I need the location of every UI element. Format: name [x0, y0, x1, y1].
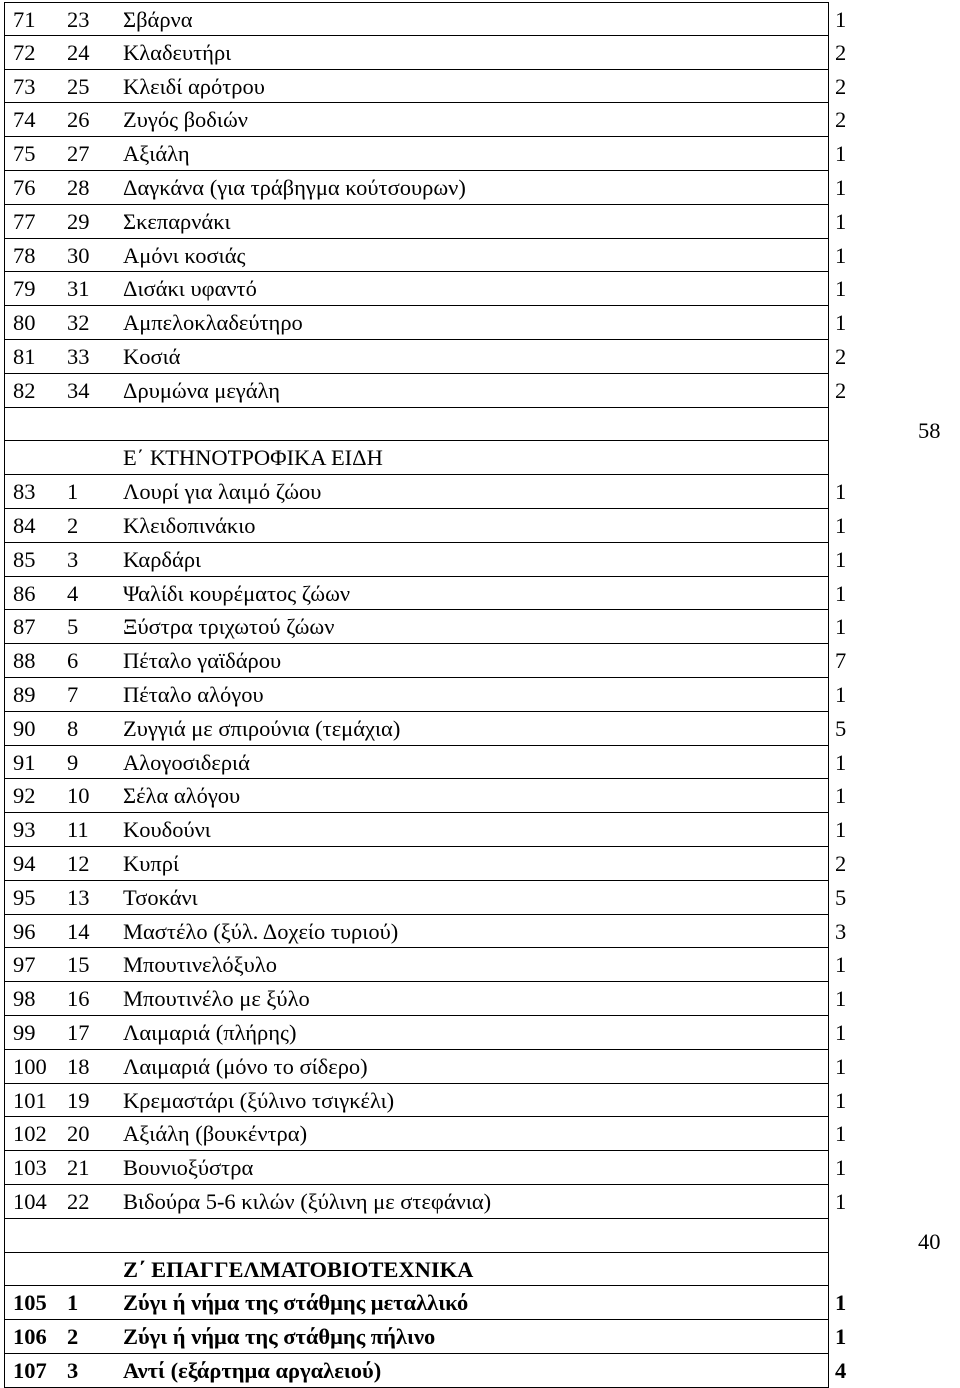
- table-row: [4, 1286, 847, 1320]
- sub-number: 24: [67, 39, 90, 65]
- sub-number: 1: [67, 479, 79, 505]
- item-quantity: 1: [835, 1324, 847, 1350]
- item-quantity: 1: [835, 682, 847, 707]
- item-name: Σέλα αλόγου: [123, 783, 241, 809]
- item-number: 78: [13, 242, 36, 268]
- table-row: [4, 239, 847, 273]
- table-row: [4, 475, 847, 509]
- item-number: 77: [13, 208, 36, 234]
- item-quantity: 1: [835, 1290, 847, 1316]
- item-name: Δρυμώνα μεγάλη: [123, 377, 281, 403]
- table-row: [4, 1016, 847, 1050]
- item-number: 75: [13, 141, 36, 167]
- sub-number: 14: [67, 918, 90, 944]
- item-name: Ζύγι ή νήμα της στάθμης πήλινο: [123, 1324, 436, 1350]
- item-name: Κυπρί: [123, 851, 180, 876]
- item-number: 96: [13, 918, 36, 944]
- item-number: 85: [13, 546, 36, 572]
- sub-number: 15: [67, 952, 90, 978]
- item-name: Αλογοσιδεριά: [123, 749, 250, 775]
- item-quantity: 1: [835, 1087, 847, 1113]
- item-number: 102: [13, 1121, 47, 1147]
- item-name: Τσοκάνι: [123, 884, 198, 910]
- table-row: [4, 915, 847, 949]
- item-name: Αξιάλη (βουκέντρα): [123, 1121, 308, 1147]
- sub-number: 22: [67, 1189, 90, 1214]
- sub-number: 26: [67, 107, 90, 133]
- item-name: Αντί (εξάρτημα αργαλειού): [123, 1358, 382, 1383]
- sub-number: 25: [67, 73, 90, 99]
- item-quantity: 1: [835, 614, 847, 640]
- table-row: [4, 678, 847, 712]
- sub-number: 9: [67, 749, 79, 775]
- section-total: 58: [918, 417, 941, 443]
- item-number: 107: [13, 1358, 47, 1383]
- item-number: 101: [13, 1087, 47, 1113]
- sub-number: 23: [67, 7, 90, 32]
- table-row: [4, 746, 847, 780]
- item-number: 88: [13, 648, 36, 674]
- table-row: [4, 712, 847, 746]
- item-quantity: 1: [835, 1189, 847, 1214]
- item-quantity: 2: [835, 73, 847, 99]
- item-number: 76: [13, 175, 36, 200]
- table-row: [4, 779, 847, 813]
- item-quantity: 1: [835, 1155, 847, 1181]
- table-row: [4, 272, 847, 306]
- item-number: 95: [13, 884, 36, 910]
- table-row: [4, 1219, 829, 1253]
- item-quantity: 1: [835, 513, 847, 538]
- item-number: 90: [13, 715, 36, 741]
- item-name: Βουνιοξύστρα: [123, 1155, 254, 1181]
- item-quantity: 1: [835, 1121, 847, 1147]
- item-name: Ζυγός βοδιών: [123, 107, 248, 133]
- item-number: 86: [13, 580, 36, 606]
- item-name: Κοσιά: [123, 344, 181, 369]
- item-quantity: 1: [835, 580, 847, 606]
- item-quantity: 1: [835, 141, 847, 167]
- item-name: Βιδούρα 5-6 κιλών (ξύλινη με στεφάνια): [123, 1189, 492, 1214]
- item-name: Αμόνι κοσιάς: [123, 242, 246, 268]
- section-header-row: [4, 1253, 829, 1287]
- table-row: [4, 881, 847, 915]
- item-number: 82: [13, 377, 36, 403]
- sub-number: 20: [67, 1121, 90, 1147]
- item-number: 73: [13, 73, 36, 99]
- item-quantity: 4: [835, 1358, 847, 1383]
- sub-number: 28: [67, 175, 90, 200]
- table-row: [4, 644, 847, 678]
- item-number: 100: [13, 1053, 47, 1079]
- sub-number: 12: [67, 851, 90, 876]
- sub-number: 7: [67, 682, 79, 707]
- item-name: Σβάρνα: [123, 7, 193, 32]
- item-name: Ψαλίδι κουρέματος ζώων: [123, 580, 351, 606]
- item-name: Πέταλο γαϊδάρου: [123, 648, 282, 674]
- sub-number: 18: [67, 1053, 90, 1079]
- item-name: Λαιμαριά (μόνο το σίδερο): [123, 1053, 368, 1079]
- item-number: 93: [13, 817, 36, 843]
- table-row: [4, 1151, 847, 1185]
- item-name: Καρδάρι: [123, 546, 202, 572]
- table-row: [4, 610, 847, 644]
- sub-number: 2: [67, 513, 79, 538]
- item-quantity: 1: [835, 1053, 847, 1079]
- sub-number: 30: [67, 242, 90, 268]
- sub-number: 34: [67, 377, 90, 403]
- item-quantity: 1: [835, 208, 847, 234]
- item-name: Ζ΄ ΕΠΑΓΓΕΛΜΑΤΟΒΙΟΤΕΧΝΙΚΑ: [123, 1256, 474, 1282]
- item-number: 103: [13, 1155, 47, 1181]
- item-name: Αξιάλη: [123, 141, 190, 167]
- sub-number: 17: [67, 1020, 90, 1045]
- section-header-row: [4, 441, 829, 475]
- sub-number: 29: [67, 208, 90, 234]
- item-name: Κλειδί αρότρου: [123, 73, 265, 99]
- table-row: [4, 70, 847, 104]
- item-number: 91: [13, 749, 36, 775]
- table-row: [4, 543, 847, 577]
- item-number: 106: [13, 1324, 47, 1350]
- table-row: [4, 137, 847, 171]
- item-name: Μπουτινελόξυλο: [123, 952, 277, 978]
- table-row: [4, 306, 847, 340]
- item-number: 80: [13, 310, 36, 336]
- item-quantity: 3: [835, 918, 847, 944]
- item-name: Λαιμαριά (πλήρης): [123, 1020, 297, 1045]
- sub-number: 27: [67, 141, 90, 167]
- item-number: 87: [13, 614, 36, 640]
- item-quantity: 5: [835, 715, 847, 741]
- item-quantity: 1: [835, 1020, 847, 1045]
- table-row: [4, 1185, 847, 1219]
- item-name: Ζύγι ή νήμα της στάθμης μεταλλικό: [123, 1290, 469, 1316]
- item-quantity: 2: [835, 107, 847, 133]
- sub-number: 5: [67, 614, 79, 640]
- item-number: 104: [13, 1189, 47, 1214]
- item-number: 81: [13, 344, 36, 369]
- item-quantity: 2: [835, 344, 847, 369]
- item-quantity: 1: [835, 986, 847, 1012]
- item-name: Μπουτινέλο με ξύλο: [123, 986, 310, 1012]
- table-row: [4, 509, 847, 543]
- item-name: Ε΄ ΚΤΗΝΟΤΡΟΦΙΚΑ ΕΙΔΗ: [123, 445, 383, 471]
- table-row: [4, 374, 847, 408]
- item-name: Πέταλο αλόγου: [123, 682, 264, 707]
- item-name: Ζυγγιά με σπιρούνια (τεμάχια): [123, 715, 401, 741]
- item-number: 71: [13, 7, 36, 32]
- sub-number: 31: [67, 276, 90, 302]
- table-row: [4, 205, 847, 239]
- sub-number: 13: [67, 884, 90, 910]
- sub-number: 3: [67, 1358, 79, 1383]
- table-row: [4, 982, 847, 1016]
- item-quantity: 1: [835, 749, 847, 775]
- item-number: 99: [13, 1020, 36, 1045]
- item-number: 74: [13, 107, 36, 133]
- sub-number: 10: [67, 783, 90, 809]
- item-name: Σκεπαρνάκι: [123, 208, 231, 234]
- sub-number: 21: [67, 1155, 90, 1181]
- table-row: [4, 813, 847, 847]
- item-number: 72: [13, 39, 36, 65]
- table-row: [4, 408, 829, 442]
- item-number: 98: [13, 986, 36, 1012]
- item-quantity: 1: [835, 952, 847, 978]
- item-name: Μαστέλο (ξύλ. Δοχείο τυριού): [123, 918, 399, 944]
- item-name: Κουδούνι: [123, 817, 211, 843]
- item-quantity: 5: [835, 884, 847, 910]
- item-number: 84: [13, 513, 36, 538]
- item-name: Αμπελοκλαδεύτηρο: [123, 310, 303, 336]
- item-quantity: 2: [835, 39, 847, 65]
- sub-number: 6: [67, 648, 79, 674]
- sub-number: 33: [67, 344, 90, 369]
- item-number: 89: [13, 682, 36, 707]
- table-row: [4, 1084, 847, 1118]
- table-row: [4, 1117, 847, 1151]
- item-name: Κλαδευτήρι: [123, 39, 232, 65]
- sub-number: 1: [67, 1290, 79, 1316]
- sub-number: 11: [67, 817, 89, 843]
- item-quantity: 1: [835, 479, 847, 505]
- table-row: [4, 103, 847, 137]
- item-quantity: 1: [835, 310, 847, 336]
- item-quantity: 2: [835, 377, 847, 403]
- item-name: Ξύστρα τριχωτού ζώων: [123, 614, 335, 640]
- table-row: [4, 847, 847, 881]
- item-quantity: 1: [835, 783, 847, 809]
- item-quantity: 1: [835, 7, 847, 32]
- sub-number: 16: [67, 986, 90, 1012]
- table-row: [4, 577, 847, 611]
- item-quantity: 2: [835, 851, 847, 876]
- item-quantity: 7: [835, 648, 847, 674]
- item-name: Λουρί για λαιμό ζώου: [123, 479, 322, 505]
- item-number: 105: [13, 1290, 47, 1316]
- table-row: [4, 1320, 847, 1354]
- sub-number: 3: [67, 546, 79, 572]
- table-row: [4, 171, 847, 205]
- item-quantity: 1: [835, 175, 847, 200]
- item-name: Δισάκι υφαντό: [123, 276, 257, 302]
- item-number: 97: [13, 952, 36, 978]
- table-row: [4, 948, 847, 982]
- sub-number: 19: [67, 1087, 90, 1113]
- item-quantity: 1: [835, 546, 847, 572]
- table-row: [4, 2, 847, 36]
- sub-number: 32: [67, 310, 90, 336]
- table-row: [4, 36, 847, 70]
- item-quantity: 1: [835, 817, 847, 843]
- item-quantity: 1: [835, 242, 847, 268]
- item-quantity: 1: [835, 276, 847, 302]
- item-name: Κρεμαστάρι (ξύλινο τσιγκέλι): [123, 1087, 395, 1113]
- item-name: Κλειδοπινάκιο: [123, 513, 256, 538]
- item-number: 94: [13, 851, 36, 876]
- item-number: 79: [13, 276, 36, 302]
- item-name: Δαγκάνα (για τράβηγμα κούτσουρων): [123, 175, 466, 200]
- table-row: [4, 1050, 847, 1084]
- table-row: [4, 340, 847, 374]
- sub-number: 4: [67, 580, 79, 606]
- sub-number: 8: [67, 715, 79, 741]
- item-number: 83: [13, 479, 36, 505]
- section-total: 40: [918, 1228, 941, 1254]
- sub-number: 2: [67, 1324, 79, 1350]
- table-row: [4, 1354, 847, 1388]
- item-number: 92: [13, 783, 36, 809]
